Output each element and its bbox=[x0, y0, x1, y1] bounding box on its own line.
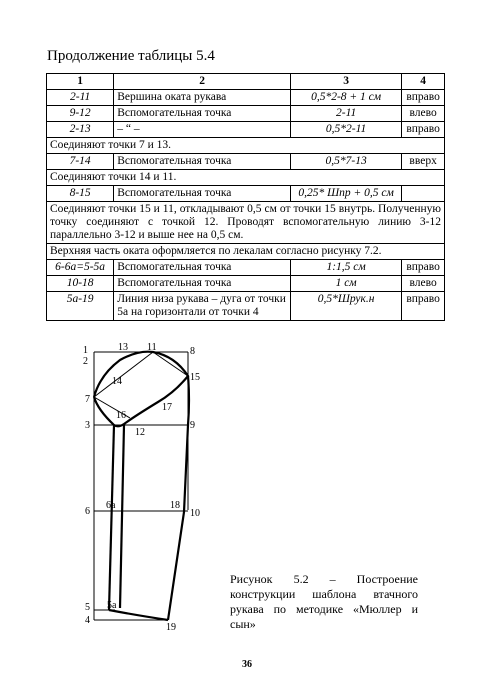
table-row bbox=[47, 292, 445, 321]
point-label-9: 9 bbox=[190, 420, 195, 431]
construction-table bbox=[46, 73, 445, 321]
point-label-2: 2 bbox=[83, 356, 88, 367]
table-note-cell: Соединяют точки 15 и 11, откладывают 0,5 см от точки 15 внутрь. Полученную точку соединяют с точкой 12. Проводят вспомогательную линию 3-12 параллельно 3-12 и выше нее на 0,5 см. bbox=[47, 202, 445, 244]
table-row bbox=[47, 106, 445, 122]
point-label-13: 13 bbox=[118, 342, 128, 353]
point-label-14: 14 bbox=[112, 376, 122, 387]
table-cell-c1: 8-15 bbox=[47, 186, 114, 202]
table-row bbox=[47, 122, 445, 138]
table-cell-c1: 9-12 bbox=[47, 106, 114, 122]
table-cell-c2: Линия низа рукава – дуга от точки 5а на горизонтали от точки 4 bbox=[114, 292, 291, 321]
table-cell-c4 bbox=[402, 186, 445, 202]
table-cell-c3: 0,25* Шпр + 0,5 см bbox=[290, 186, 401, 202]
header-cell: 2 bbox=[114, 74, 291, 90]
table-cell-c2: – “ – bbox=[114, 122, 291, 138]
table-cell-c1: 7-14 bbox=[47, 154, 114, 170]
table-cell-c2: Вспомогательная точка bbox=[114, 154, 291, 170]
table-row bbox=[47, 154, 445, 170]
point-label-3: 3 bbox=[85, 420, 90, 431]
point-label-1: 1 bbox=[83, 345, 88, 356]
sleeve-pattern-figure bbox=[80, 340, 240, 640]
table-cell-c2: Вспомогательная точка bbox=[114, 186, 291, 202]
point-label-19: 19 bbox=[166, 622, 176, 633]
table-row bbox=[47, 170, 445, 186]
point-label-7: 7 bbox=[85, 394, 90, 405]
table-cell-c3: 0,5*2-8 + 1 см bbox=[290, 90, 401, 106]
point-label-10: 10 bbox=[190, 508, 200, 519]
table-cell-c3: 2-11 bbox=[290, 106, 401, 122]
point-label-4: 4 bbox=[85, 615, 90, 626]
table-row bbox=[47, 90, 445, 106]
table-note-cell: Соединяют точки 14 и 11. bbox=[47, 170, 445, 186]
table-cell-c3: 0,5*Шрук.н bbox=[290, 292, 401, 321]
point-label-5: 5 bbox=[85, 602, 90, 613]
point-label-17: 17 bbox=[162, 402, 172, 413]
figure-caption: Рисунок 5.2 – Построение конструкции шаблона втачного рукава по методике «Мюллер и сын» bbox=[230, 572, 418, 631]
table-row bbox=[47, 244, 445, 260]
table-cell-c4: вправо bbox=[402, 122, 445, 138]
header-cell: 1 bbox=[47, 74, 114, 90]
point-label-6a: 6а bbox=[106, 500, 116, 511]
table-note-cell: Верхняя часть оката оформляется по лекалам согласно рисунку 7.2. bbox=[47, 244, 445, 260]
table-cell-c4: вправо bbox=[402, 90, 445, 106]
table-cell-c4: влево bbox=[402, 106, 445, 122]
point-label-11: 11 bbox=[147, 342, 157, 353]
table-cell-c1: 2-11 bbox=[47, 90, 114, 106]
table-cell-c1: 2-13 bbox=[47, 122, 114, 138]
table-row bbox=[47, 260, 445, 276]
table-cell-c4: вправо bbox=[402, 260, 445, 276]
point-label-8: 8 bbox=[190, 346, 195, 357]
point-label-18: 18 bbox=[170, 500, 180, 511]
header-cell: 4 bbox=[402, 74, 445, 90]
point-label-16: 16 bbox=[116, 410, 126, 421]
header-cell: 3 bbox=[290, 74, 401, 90]
point-label-15: 15 bbox=[190, 372, 200, 383]
point-label-12: 12 bbox=[135, 427, 145, 438]
table-header-row bbox=[47, 74, 445, 90]
table-cell-c4: вверх bbox=[402, 154, 445, 170]
point-label-5a: 5а bbox=[107, 600, 117, 611]
table-cell-c1: 10-18 bbox=[47, 276, 114, 292]
table-cell-c4: вправо bbox=[402, 292, 445, 321]
table-row bbox=[47, 202, 445, 244]
table-cell-c1: 5а-19 bbox=[47, 292, 114, 321]
table-cell-c3: 1:1,5 см bbox=[290, 260, 401, 276]
table-caption: Продолжение таблицы 5.4 bbox=[47, 48, 215, 64]
table-cell-c3: 0,5*2-11 bbox=[290, 122, 401, 138]
table-cell-c2: Вспомогательная точка bbox=[114, 276, 291, 292]
table-row bbox=[47, 186, 445, 202]
table-cell-c2: Вершина оката рукава bbox=[114, 90, 291, 106]
table-row bbox=[47, 138, 445, 154]
point-label-6: 6 bbox=[85, 506, 90, 517]
table-cell-c3: 1 см bbox=[290, 276, 401, 292]
table-cell-c2: Вспомогательная точка bbox=[114, 260, 291, 276]
page-number: 36 bbox=[242, 659, 252, 670]
table-cell-c2: Вспомогательная точка bbox=[114, 106, 291, 122]
table-cell-c1: 6-6а=5-5а bbox=[47, 260, 114, 276]
table-cell-c4: влево bbox=[402, 276, 445, 292]
table-note-cell: Соединяют точки 7 и 13. bbox=[47, 138, 445, 154]
table-row bbox=[47, 276, 445, 292]
table-cell-c3: 0,5*7-13 bbox=[290, 154, 401, 170]
